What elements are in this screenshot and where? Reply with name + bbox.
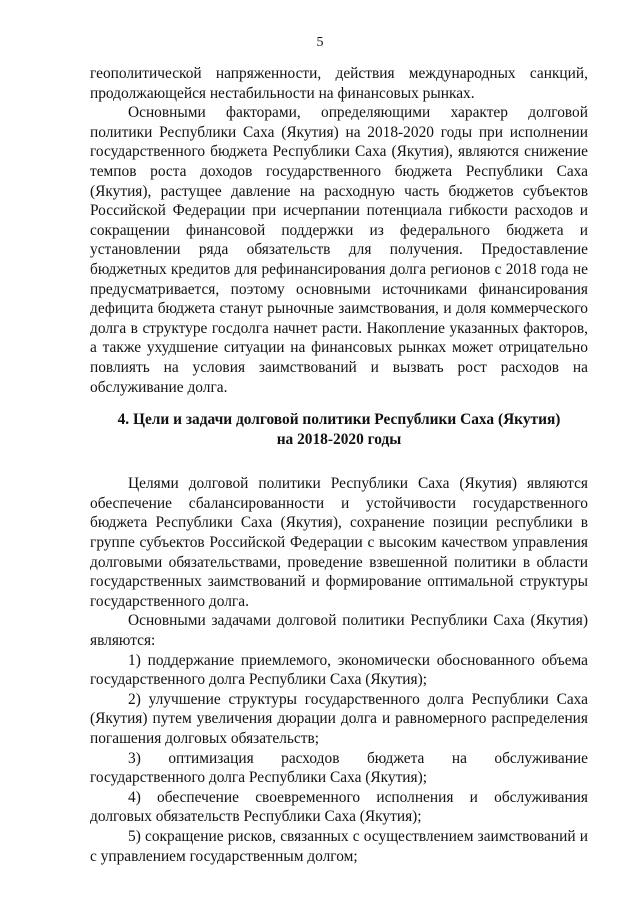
paragraph-factors: Основными факторами, определяющими характер долговой политики Республики Саха (Якутия) на 2018-2020 годы при исполнении государственного бюджета Республики Саха (Якутия), являются снижение темпов роста доходов государственного бюджета Республики Саха (Якутия), растущее давление на расходную часть бюджетов субъектов Российской Федерации при исчерпании потенциала гибкости расходов и сокращении финансовой поддержки из федерального бюджета и установлении ряда обязательств для получения. Предоставление бюджетных кредитов для рефинансирования долга регионов с 2018 года не предусматривается, поэтому основными источниками финансирования дефицита бюджета станут рыночные заимствования, и доля коммерческого долга в структуре госдолга начнет расти. Накопление указанных факторов, а также ухудшение ситуации на финансовых рынках может отрицательно повлиять на условия заимствований и вызвать рост расходов на обслуживание долга. [90, 104, 588, 396]
list-item: 2) улучшение структуры государственного долга Республики Саха (Якутия) путем увеличения дюрации долга и равномерного распределения погашения долговых обязательств; [90, 690, 588, 747]
section-heading-line1: 4. Цели и задачи долговой политики Республики Саха (Якутия) [117, 411, 561, 429]
list-item: 1) поддержание приемлемого, экономически обоснованного объема государственного долга Республики Саха (Якутия); [90, 651, 588, 689]
document-body [90, 64, 588, 866]
paragraph-continuation: геополитической напряженности, действия международных санкций, продолжающейся нестабильности на финансовых рынках. [90, 65, 588, 102]
paragraph-tasks-intro: Основными задачами долговой политики Республики Саха (Якутия) являются: [90, 612, 588, 650]
list-item: 4) обеспечение своевременного исполнения и обслуживания долговых обязательств Республики Саха (Якутия); [90, 788, 588, 826]
list-item: 5) сокращение рисков, связанных с осуществлением заимствований и с управлением государственным долгом; [90, 827, 588, 865]
list-item: 3) оптимизация расходов бюджета на обслуживание государственного долга Республики Саха (Якутия); [90, 749, 588, 787]
section-heading-line2: на 2018-2020 годы [276, 430, 402, 448]
paragraph-goals: Целями долговой политики Республики Саха (Якутия) являются обеспечение сбалансированности и устойчивости государственного бюджета Республики Саха (Якутия), сохранение позиции республики в группе субъектов Российской Федерации с высоким качеством управления долговыми обязательствами, проведение взвешенной политики в области государственных заимствований и формирование оптимальной структуры государственного долга. [90, 475, 588, 610]
page-number: 5 [316, 35, 324, 50]
